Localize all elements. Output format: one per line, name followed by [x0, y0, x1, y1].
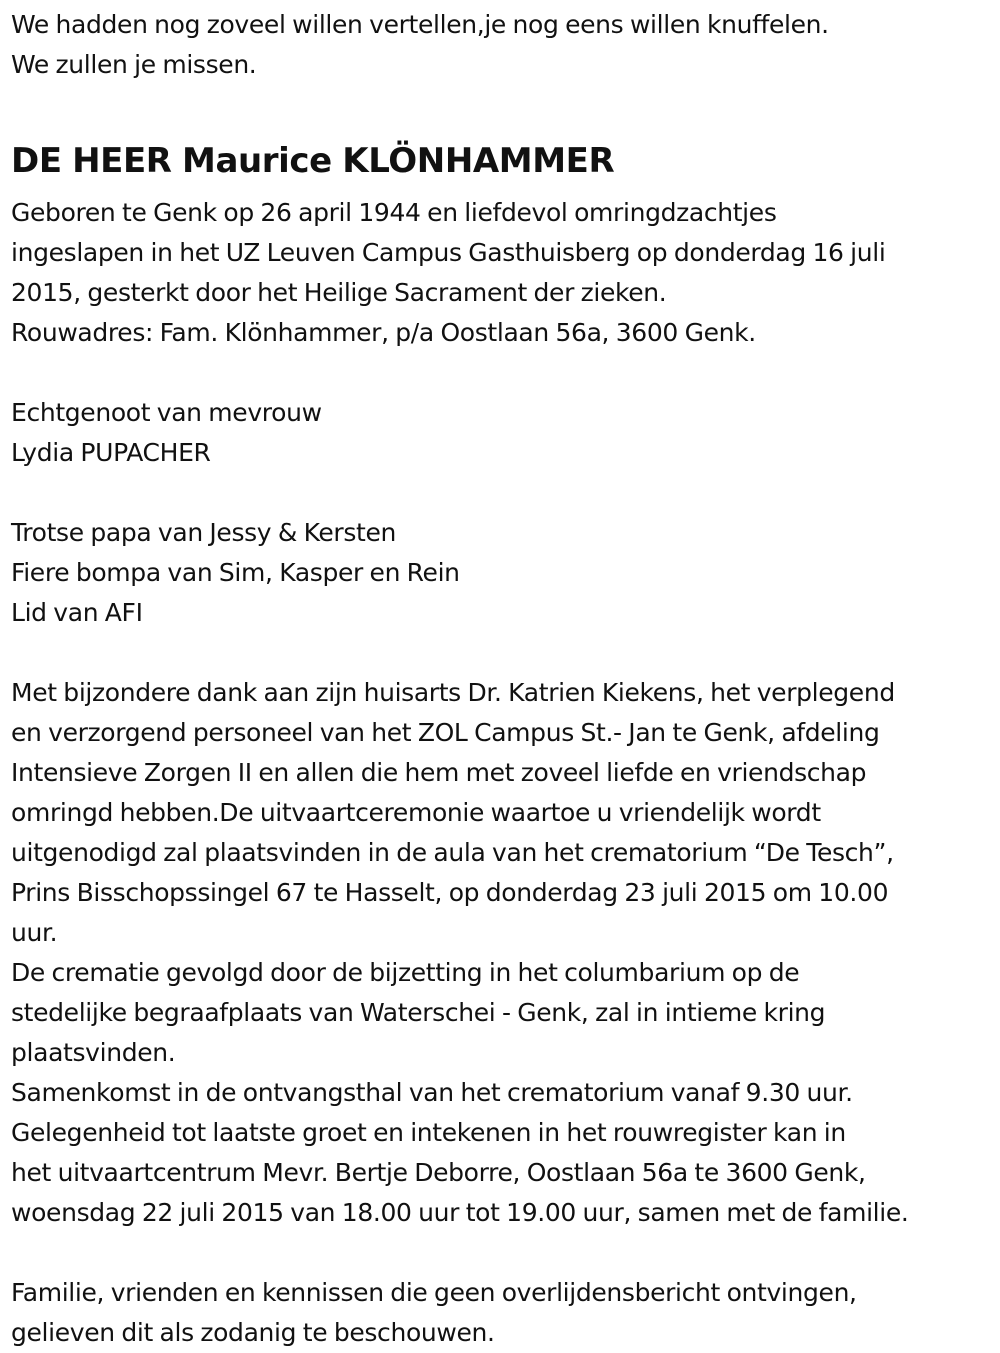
- ceremony-line: omringd hebben.De uitvaartceremonie waartoe u vriendelijk wordt: [11, 798, 821, 827]
- closing-line: gelieven dit als zodanig te beschouwen.: [11, 1318, 495, 1347]
- spacer: [11, 473, 996, 513]
- birth-death-details: [11, 193, 996, 353]
- thanks-and-ceremony: [11, 673, 996, 1233]
- ceremony-line: Met bijzondere dank aan zijn huisarts Dr. Katrien Kiekens, het verplegend: [11, 678, 895, 707]
- spacer: [11, 353, 996, 393]
- intro-line: We zullen je missen.: [11, 50, 257, 79]
- deceased-name-heading: DE HEER Maurice KLÖNHAMMER: [11, 141, 615, 181]
- ceremony-line: uur.: [11, 918, 58, 947]
- details-line: ingeslapen in het UZ Leuven Campus Gasthuisberg op donderdag 16 juli: [11, 238, 886, 267]
- closing-note: [11, 1273, 996, 1353]
- ceremony-line: Prins Bisschopssingel 67 te Hasselt, op donderdag 23 juli 2015 om 10.00: [11, 878, 889, 907]
- family-line: Fiere bompa van Sim, Kasper en Rein: [11, 558, 460, 587]
- intro-line: We hadden nog zoveel willen vertellen,je nog eens willen knuffelen.: [11, 10, 829, 39]
- ceremony-line: stedelijke begraafplaats van Waterschei - Genk, zal in intieme kring: [11, 998, 826, 1027]
- spouse-section: [11, 393, 996, 473]
- ceremony-line: Samenkomst in de ontvangsthal van het crematorium vanaf 9.30 uur.: [11, 1078, 853, 1107]
- mourning-address: Rouwadres: Fam. Klönhammer, p/a Oostlaan 56a, 3600 Genk.: [11, 318, 756, 347]
- ceremony-line: De crematie gevolgd door de bijzetting in het columbarium op de: [11, 958, 800, 987]
- ceremony-line: het uitvaartcentrum Mevr. Bertje Deborre, Oostlaan 56a te 3600 Genk,: [11, 1158, 866, 1187]
- obituary-notice: [11, 5, 996, 1353]
- family-line: Trotse papa van Jessy & Kersten: [11, 518, 397, 547]
- spouse-line: Echtgenoot van mevrouw: [11, 398, 322, 427]
- membership-line: Lid van AFI: [11, 598, 143, 627]
- ceremony-line: woensdag 22 juli 2015 van 18.00 uur tot 19.00 uur, samen met de familie.: [11, 1198, 909, 1227]
- ceremony-line: plaatsvinden.: [11, 1038, 176, 1067]
- spacer: [11, 1233, 996, 1273]
- ceremony-line: Gelegenheid tot laatste groet en intekenen in het rouwregister kan in: [11, 1118, 846, 1147]
- spacer: [11, 85, 996, 129]
- ceremony-line: uitgenodigd zal plaatsvinden in de aula van het crematorium “De Tesch”,: [11, 838, 894, 867]
- spacer: [11, 633, 996, 673]
- details-line: 2015, gesterkt door het Heilige Sacrament der zieken.: [11, 278, 667, 307]
- ceremony-line: Intensieve Zorgen II en allen die hem met zoveel liefde en vriendschap: [11, 758, 867, 787]
- intro-message: [11, 5, 996, 85]
- family-section: [11, 513, 996, 633]
- details-line: Geboren te Genk op 26 april 1944 en liefdevol omringdzachtjes: [11, 198, 777, 227]
- ceremony-line: en verzorgend personeel van het ZOL Campus St.- Jan te Genk, afdeling: [11, 718, 880, 747]
- spouse-name: Lydia PUPACHER: [11, 438, 211, 467]
- closing-line: Familie, vrienden en kennissen die geen overlijdensbericht ontvingen,: [11, 1278, 857, 1307]
